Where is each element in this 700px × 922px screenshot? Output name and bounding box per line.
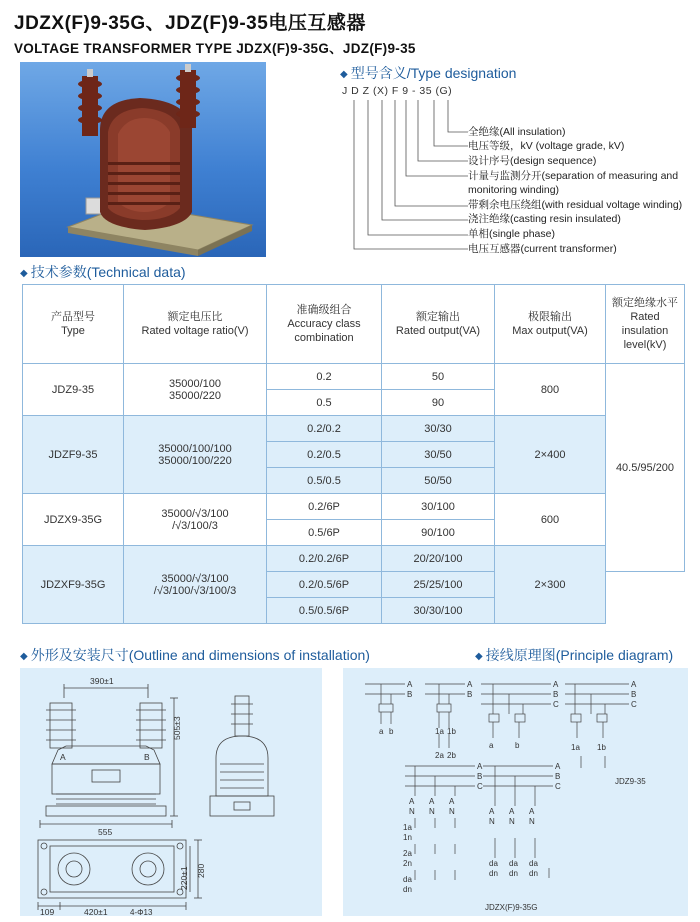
diagram-caption: JDZ9-35 — [615, 777, 646, 786]
page-title: JDZX(F)9-35G、JDZ(F)9-35电压互感器 — [14, 13, 366, 34]
terminal-label: da — [489, 859, 498, 868]
diagram-caption: JDZX(F)9-35G — [485, 903, 538, 912]
phase-label: A — [509, 807, 515, 816]
table-header-row — [23, 285, 685, 364]
terminal-label: da — [529, 859, 538, 868]
terminal-label: da — [509, 859, 518, 868]
phase-label: N — [449, 807, 455, 816]
cell-output: 90/100 — [382, 520, 495, 546]
cell-output: 20/20/100 — [382, 546, 495, 572]
phase-label: C — [555, 782, 561, 791]
col-header-accuracy: 准确级组合 Accuracy class combination — [267, 285, 382, 364]
cell-accuracy: 0.2/0.2/6P — [267, 546, 382, 572]
cell-type: JDZXF9-35G — [23, 546, 124, 624]
terminal-label: da — [403, 875, 412, 884]
terminal-label: b — [389, 727, 394, 736]
cell-accuracy: 0.5 — [267, 390, 382, 416]
outline-heading: ◆ 外形及安装尺寸(Outline and dimensions of installation) — [20, 647, 370, 663]
cell-accuracy: 0.2/6P — [267, 494, 382, 520]
product-photo — [20, 62, 266, 257]
phase-label: B — [477, 772, 483, 781]
cell-max: 2×300 — [495, 546, 606, 624]
designation-item: 设计序号(design sequence) — [468, 155, 597, 167]
cell-ratio: 35000/√3/100 /√3/100/√3/100/3 — [124, 546, 267, 624]
terminal-label-a: A — [60, 752, 66, 762]
phase-label: N — [429, 807, 435, 816]
phase-label: A — [489, 807, 495, 816]
terminal-label: 1b — [597, 743, 606, 752]
dim-holes: 4-Φ13 — [130, 908, 153, 916]
terminal-label: 1a — [435, 727, 444, 736]
phase-label: C — [631, 700, 637, 709]
col-header-output: 额定输出 Rated output(VA) — [382, 285, 495, 364]
cell-output: 25/25/100 — [382, 572, 495, 598]
cell-max: 800 — [495, 364, 606, 416]
cell-ratio: 35000/√3/100 /√3/100/3 — [124, 494, 267, 546]
terminal-label: 2b — [447, 751, 456, 760]
terminal-label-b: B — [144, 752, 150, 762]
cell-output: 50/50 — [382, 468, 495, 494]
phase-label: B — [467, 690, 473, 699]
phase-label: N — [509, 817, 515, 826]
designation-item: 电压互感器(current transformer) — [468, 243, 617, 255]
cell-type: JDZX9-35G — [23, 494, 124, 546]
cell-accuracy: 0.2/0.5 — [267, 442, 382, 468]
cell-output: 30/100 — [382, 494, 495, 520]
designation-item: 计量与监测分开(separation of measuring and — [468, 170, 679, 182]
phase-label: B — [631, 690, 637, 699]
type-designation-heading: ◆ 型号含义/Type designation — [340, 65, 517, 81]
phase-label: C — [477, 782, 483, 791]
terminal-label: dn — [529, 869, 538, 878]
phase-label: N — [409, 807, 415, 816]
phase-label: C — [553, 700, 559, 709]
terminal-label: 1n — [403, 833, 412, 842]
col-header-type: 产品型号 Type — [23, 285, 124, 364]
phase-label: N — [489, 817, 495, 826]
designation-item: 带剩余电压绕组(with residual voltage winding) — [468, 199, 683, 211]
phase-label: A — [529, 807, 535, 816]
phase-label: A — [553, 680, 559, 689]
col-header-insulation: 额定绝缘水平 Rated insulation level(kV) — [606, 285, 685, 364]
phase-label: A — [449, 797, 455, 806]
terminal-label: a — [379, 727, 384, 736]
cell-accuracy: 0.5/0.5/6P — [267, 598, 382, 624]
table-row — [23, 416, 685, 442]
terminal-label: 1b — [447, 727, 456, 736]
cell-ratio: 35000/100/100 35000/100/220 — [124, 416, 267, 494]
terminal-label: 2n — [403, 859, 412, 868]
designation-item: 电压等级，kV (voltage grade, kV) — [468, 140, 625, 152]
cell-accuracy: 0.2/0.2 — [267, 416, 382, 442]
dim-555: 555 — [98, 827, 113, 837]
phase-label: A — [409, 797, 415, 806]
col-header-ratio: 额定电压比 Rated voltage ratio(V) — [124, 285, 267, 364]
terminal-label: a — [489, 741, 494, 750]
table-row — [23, 546, 685, 572]
dim-109: 109 — [40, 907, 55, 916]
terminal-label: b — [515, 741, 520, 750]
terminal-label: 2a — [403, 849, 412, 858]
dim-280: 280 — [196, 863, 206, 878]
designation-item: 浇注绝缘(casting resin insulated) — [468, 213, 621, 225]
cell-insulation: 40.5/95/200 — [606, 364, 685, 572]
cell-output: 90 — [382, 390, 495, 416]
cell-output: 30/30 — [382, 416, 495, 442]
terminal-label: 2a — [435, 751, 444, 760]
type-code: J D Z (X) F 9 - 35 (G) — [342, 85, 453, 97]
cell-max: 2×400 — [495, 416, 606, 494]
table-row — [23, 494, 685, 520]
cell-output: 50 — [382, 364, 495, 390]
phase-label: A — [467, 680, 473, 689]
phase-label: A — [407, 680, 413, 689]
cell-accuracy: 0.5/6P — [267, 520, 382, 546]
col-header-max: 极限输出 Max output(VA) — [495, 285, 606, 364]
dim-390: 390±1 — [90, 676, 114, 686]
terminal-label: 1a — [403, 823, 412, 832]
dim-220: 220±1 — [179, 866, 189, 890]
terminal-label: dn — [509, 869, 518, 878]
table-row — [23, 364, 685, 390]
designation-item: 单相(single phase) — [468, 228, 555, 240]
cell-type: JDZ9-35 — [23, 364, 124, 416]
phase-label: A — [631, 680, 637, 689]
phase-label: B — [553, 690, 559, 699]
cell-ratio: 35000/100 35000/220 — [124, 364, 267, 416]
designation-item: monitoring winding) — [468, 184, 560, 196]
principle-diagram — [343, 668, 688, 916]
type-code-leaders — [340, 96, 470, 256]
principle-heading: ◆ 接线原理图(Principle diagram) — [475, 647, 674, 663]
cell-accuracy: 0.2 — [267, 364, 382, 390]
outline-drawing — [20, 668, 322, 916]
terminal-label: 1a — [571, 743, 580, 752]
phase-label: B — [555, 772, 561, 781]
technical-heading: ◆ 技术参数(Technical data) — [20, 264, 186, 280]
terminal-label: dn — [403, 885, 412, 894]
dim-505: 505±3 — [172, 716, 182, 740]
technical-table — [22, 284, 685, 624]
phase-label: A — [477, 762, 483, 771]
cell-output: 30/30/100 — [382, 598, 495, 624]
cell-output: 30/50 — [382, 442, 495, 468]
cell-accuracy: 0.2/0.5/6P — [267, 572, 382, 598]
terminal-label: dn — [489, 869, 498, 878]
dim-420: 420±1 — [84, 907, 108, 916]
phase-label: A — [429, 797, 435, 806]
phase-label: A — [555, 762, 561, 771]
cell-accuracy: 0.5/0.5 — [267, 468, 382, 494]
designation-item: 全绝缘(All insulation) — [468, 126, 566, 138]
page-subtitle: VOLTAGE TRANSFORMER TYPE JDZX(F)9-35G、JDZ(F)9-35 — [14, 41, 416, 56]
phase-label: N — [529, 817, 535, 826]
cell-max: 600 — [495, 494, 606, 546]
phase-label: B — [407, 690, 413, 699]
cell-type: JDZF9-35 — [23, 416, 124, 494]
